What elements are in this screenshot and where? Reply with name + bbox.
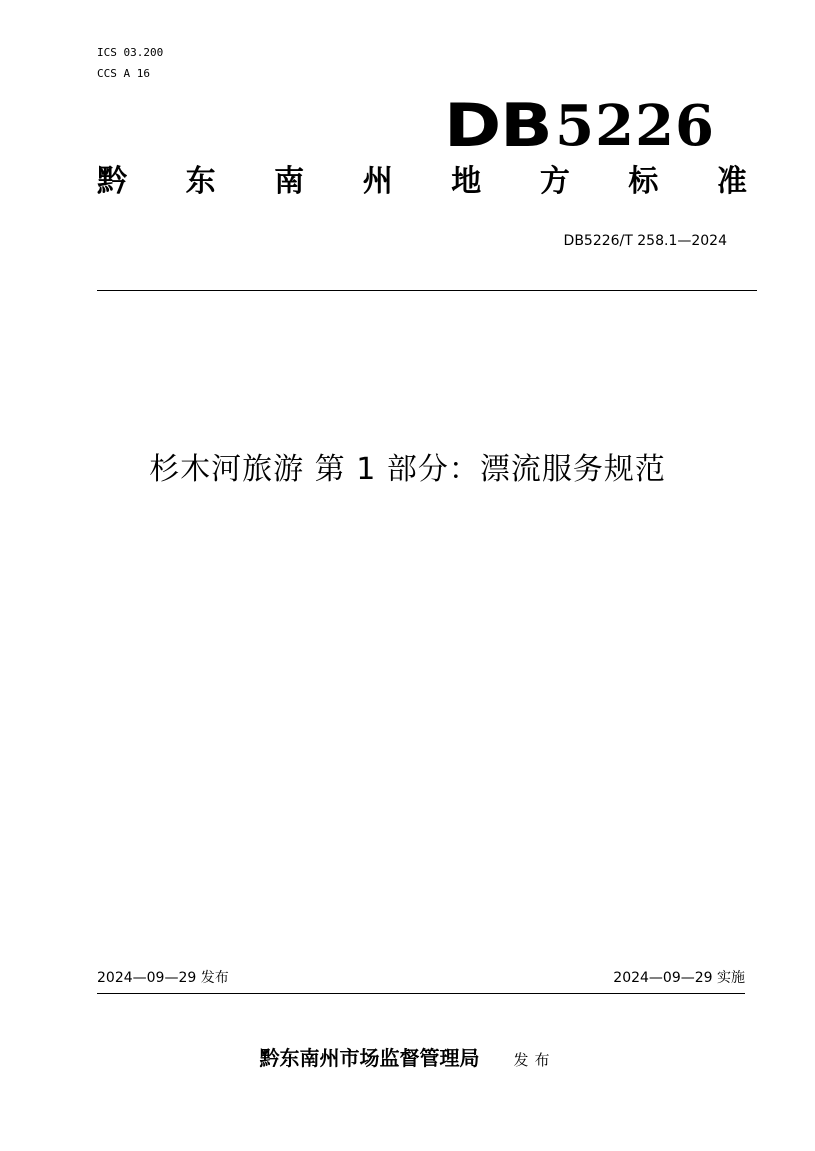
standard-type-char: 州 bbox=[362, 164, 393, 199]
db-logo bbox=[443, 84, 715, 161]
standard-type-char: 黔 bbox=[97, 164, 127, 199]
standard-type-title bbox=[97, 160, 747, 204]
ics-code: ICS 03.200 bbox=[97, 46, 164, 59]
issuer-name: 黔东南州市场监督管理局 bbox=[259, 1046, 480, 1070]
standard-type-char: 准 bbox=[716, 164, 747, 199]
standard-number: DB5226/T 258.1—2024 bbox=[563, 233, 727, 249]
standard-type-char: 标 bbox=[628, 164, 659, 199]
issue-label: 发布 bbox=[513, 1051, 556, 1069]
classification-codes bbox=[97, 42, 163, 84]
standard-type-char: 方 bbox=[539, 164, 570, 199]
publish-date: 2024—09—29 发布 bbox=[97, 970, 229, 986]
db-number: 5226 bbox=[555, 93, 715, 159]
standard-type-char: 东 bbox=[185, 164, 216, 199]
footer-divider bbox=[97, 993, 745, 994]
date-row bbox=[97, 967, 745, 989]
document-title: 杉木河旅游 第 1 部分：漂流服务规范 bbox=[149, 452, 666, 487]
ccs-code: CCS A 16 bbox=[97, 67, 150, 80]
implement-date: 2024—09—29 实施 bbox=[613, 970, 745, 986]
standard-type-char: 地 bbox=[451, 164, 482, 199]
header-divider bbox=[97, 290, 757, 291]
issuer-row bbox=[0, 1043, 815, 1075]
standard-type-char: 南 bbox=[274, 164, 305, 199]
db-letters: DB bbox=[443, 91, 552, 161]
